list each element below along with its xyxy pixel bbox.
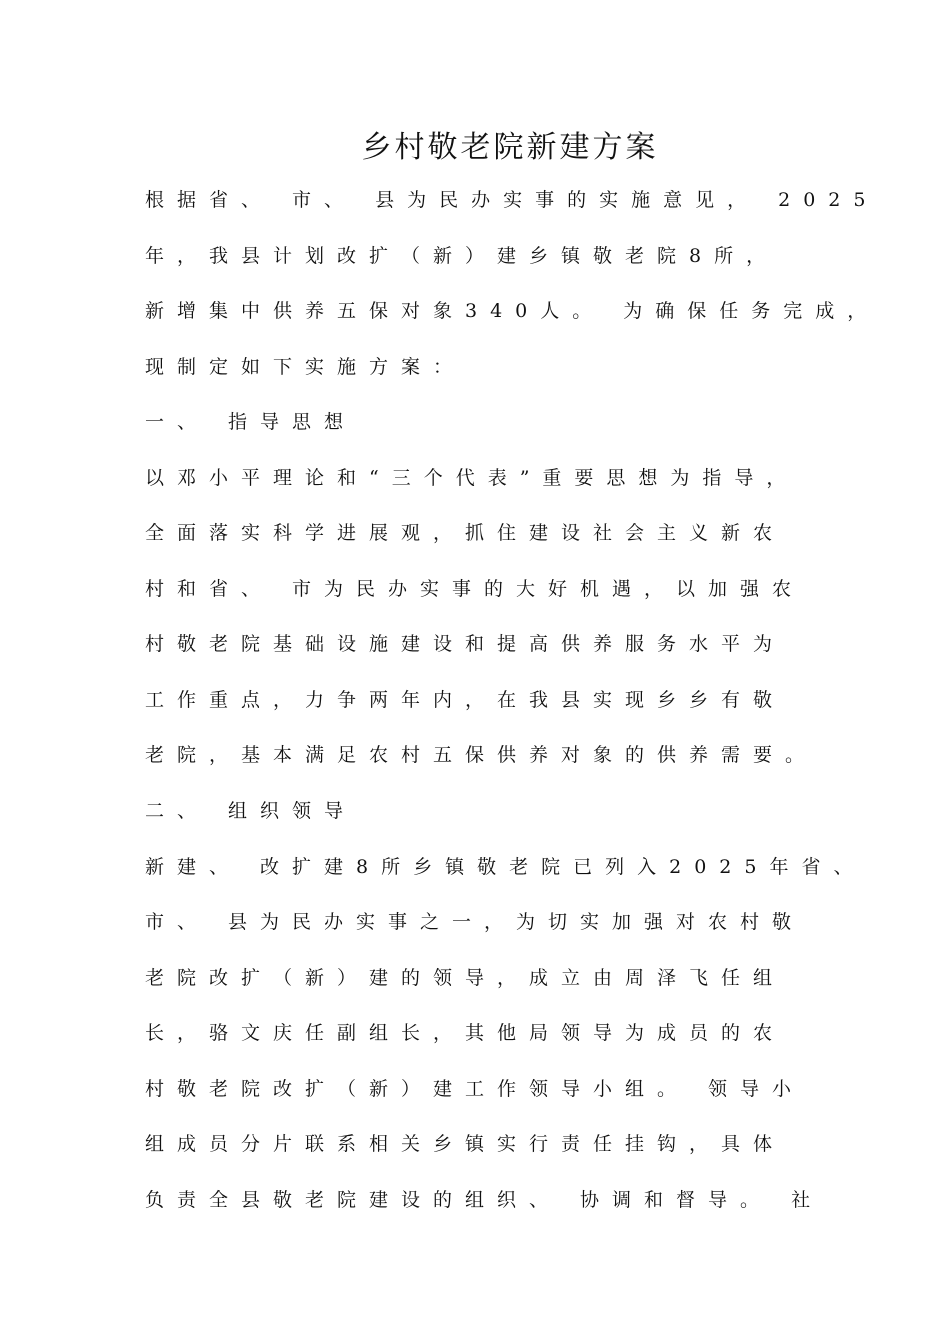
document-title: 乡村敬老院新建方案 [361,130,659,165]
body-line: 组成员分片联系相关乡镇实行责任挂钩，具体 [145,1133,786,1155]
body-line: 长，骆文庆任副组长，其他局领导为成员的农 [145,1022,786,1044]
body-line: 全面落实科学进展观，抓住建设社会主义新农 [145,522,786,544]
section-heading: 一、 指导思想 [145,411,357,433]
body-line: 现制定如下实施方案： [145,356,466,378]
section-heading: 二、 组织领导 [145,800,357,822]
body-line: 负责全县敬老院建设的组织、 协调和督导。 社 [145,1189,824,1211]
body-line: 村和省、 市为民办实事的大好机遇，以加强农 [145,578,805,600]
body-line: 老院，基本满足农村五保供养对象的供养需要。 [145,744,818,766]
body-line: 新建、 改扩建8所乡镇敬老院已列入2025年省、 [145,856,866,878]
body-line: 工作重点，力争两年内，在我县实现乡乡有敬 [145,689,786,711]
body-line: 以邓小平理论和“三个代表”重要思想为指导， [145,467,799,489]
body-line: 年，我县计划改扩（新）建乡镇敬老院8所， [145,245,779,267]
body-line: 老院改扩（新）建的领导，成立由周泽飞任组 [145,967,786,989]
body-line: 新增集中供养五保对象340人。 为确保任务完成， [145,300,880,322]
body-line: 市、 县为民办实事之一，为切实加强对农村敬 [145,911,805,933]
body-line: 根据省、 市、 县为民办实事的实施意见， 2025 [145,189,879,211]
body-line: 村敬老院改扩（新）建工作领导小组。 领导小 [145,1078,805,1100]
body-line: 村敬老院基础设施建设和提高供养服务水平为 [145,633,786,655]
